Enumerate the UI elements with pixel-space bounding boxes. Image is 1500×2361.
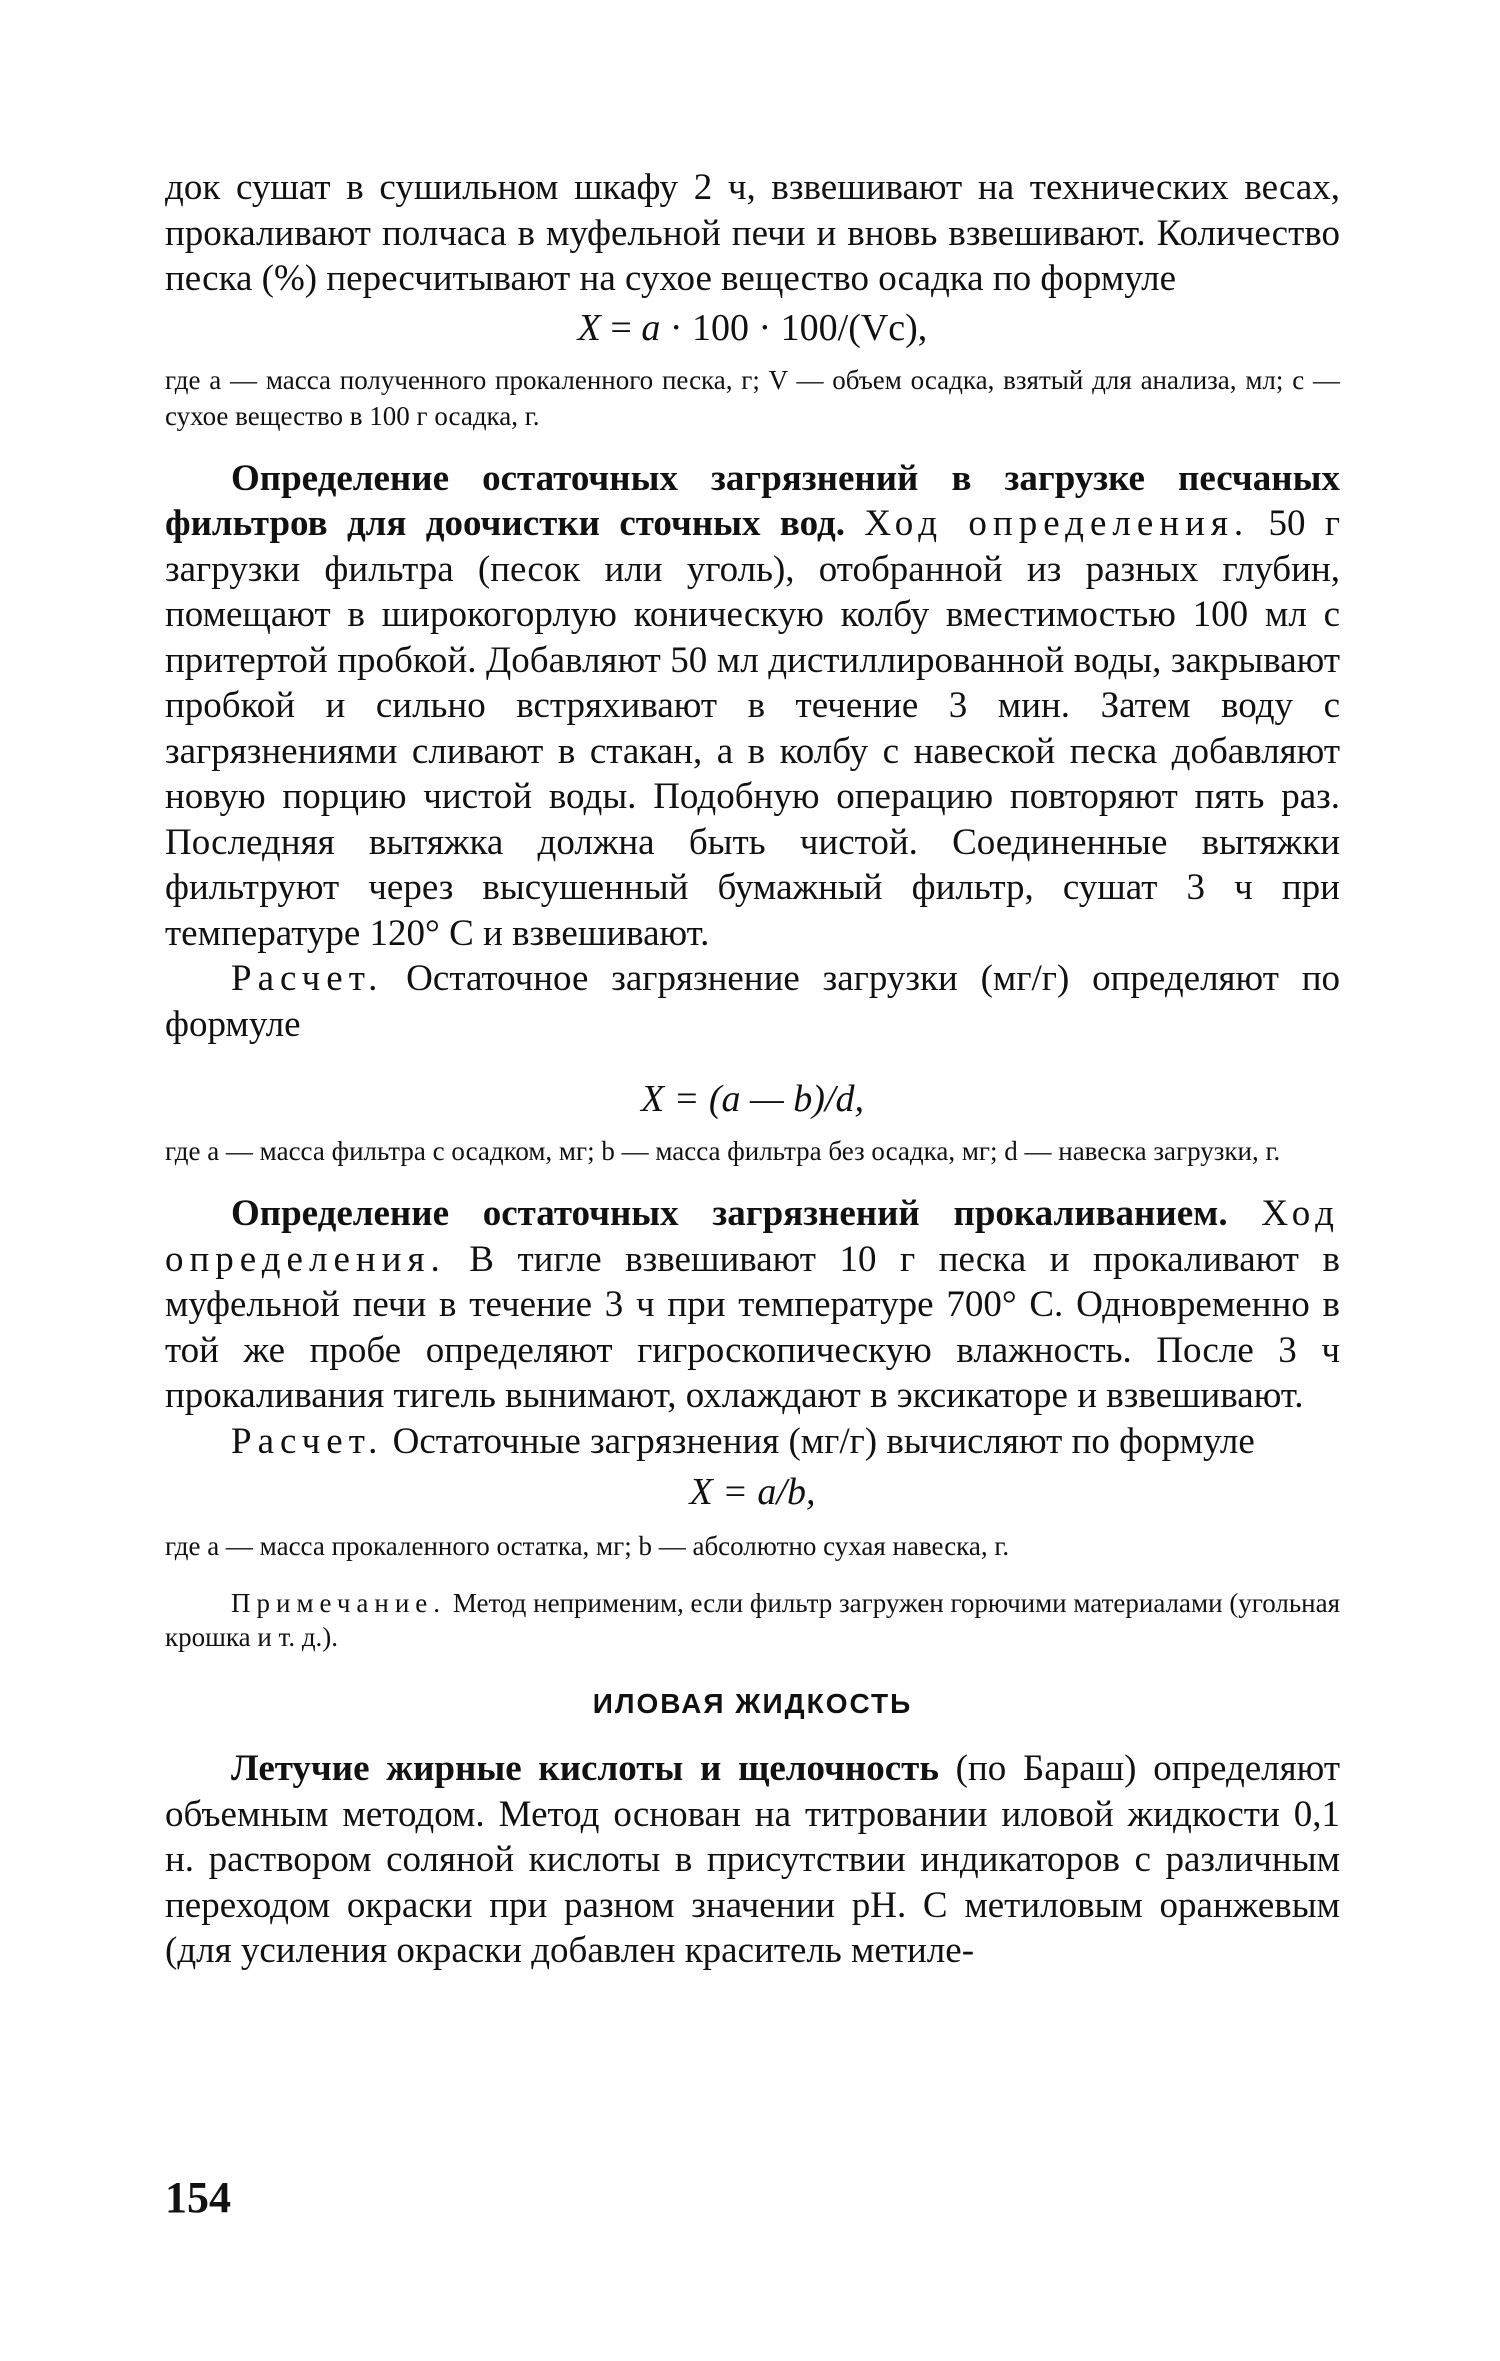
- page-body: [165, 165, 1340, 1974]
- note-text: Метод неприменим, если фильтр загружен горючими материалами (угольная крошка и т. д.).: [165, 1588, 1340, 1652]
- calculation-text: Остаточные загрязнения (мг/г) вычисляют по формуле: [383, 1420, 1255, 1462]
- formula-calcination: X = a/b,: [689, 1471, 816, 1513]
- formula-sand: [165, 306, 1340, 350]
- section-heading: ИЛОВАЯ ЖИДКОСТЬ: [592, 1688, 913, 1719]
- procedure-text: В тигле взвешивают 10 г песка и прокаливают в муфельной печи в течение 3 ч при температуре 700° С. Одновременно в той же пробе определяют гигроскопическую влажность. После 3 ч прокаливания тигель вынимают, охлаждают в эксикаторе и взвешивают.: [165, 1238, 1340, 1416]
- note-paragraph: [165, 1586, 1340, 1654]
- procedure-text: 50 г загрузки фильтра (песок или уголь), отобранной из разных глубин, помещают в широкогорлую коническую колбу вместимостью 100 мл с притертой пробкой. Добавляют 50 мл дистиллированной воды, закрывают пробкой и сильно встряхивают в течение 3 мин. Затем воду с загрязнениями сливают в стакан, а в колбу с навеской песка добавляют новую порцию чистой воды. Подобную операцию повторяют пять раз. Последняя вытяжка должна быть чистой. Соединенные вытяжки фильтруют через высушенный бумажный фильтр, сушат 3 ч при температуре 120° С и взвешивают.: [165, 503, 1341, 954]
- calculation-label: Расчет.: [231, 958, 384, 999]
- formula-filter: X = (a — b)/d,: [640, 1078, 864, 1120]
- calculation-paragraph: [165, 956, 1340, 1047]
- formula-equals: =: [600, 306, 642, 349]
- calculation-paragraph: [165, 1419, 1340, 1465]
- formula-legend-calcination: где a — масса прокаленного остатка, мг; b — абсолютно сухая навеска, г.: [165, 1531, 1010, 1561]
- paragraph-continued: док сушат в сушильном шкафу 2 ч, взвешивают на технических весах, прокаливают полчаса в муфельной печи и вновь взвешивают. Количество песка (%) пересчитывают на сухое вещество осадка по формуле: [165, 167, 1340, 299]
- procedure-label: Ход определения.: [165, 1193, 1341, 1280]
- page-number: 154: [165, 2173, 231, 2222]
- formula-rest: · 100 · 100/(Vc),: [660, 306, 928, 349]
- formula-var-a: a: [641, 306, 661, 349]
- section-fatty-acids: [165, 1746, 1340, 1974]
- section-title-fatty-acids: Летучие жирные кислоты и щелочность: [231, 1748, 939, 1789]
- section-title-filter: Определение остаточных загрязнений в загрузке песчаных фильтров для доочистки сточных вод.: [165, 457, 1340, 544]
- calculation-text: Остаточное загрязнение загрузки (мг/г) определяют по формуле: [165, 958, 1340, 1045]
- procedure-label: Ход определения.: [864, 503, 1250, 544]
- section-text: (по Бараш) определяют объемным методом. Метод основан на титровании иловой жидкости 0,1 н. раствором соляной кислоты в присутствии индикаторов с различным переходом окраски при разном значении pH. С метиловым оранжевым (для усиления окраски добавлен краситель метиле-: [165, 1748, 1340, 1971]
- note-label: Примечание.: [231, 1588, 447, 1618]
- formula-legend-filter: где a — масса фильтра с осадком, мг; b — масса фильтра без осадка, мг; d — навеска загрузки, г.: [165, 1136, 1281, 1166]
- section-calcination: [165, 1191, 1340, 1419]
- formula-legend-sand: где a — масса полученного прокаленного песка, г; V — объем осадка, взятый для анализа, мл; c — сухое вещество в 100 г осадка, г.: [165, 364, 1340, 431]
- formula-var-x: X: [577, 306, 601, 349]
- calculation-label: Расчет.: [231, 1420, 384, 1462]
- section-title-calcination: Определение остаточных загрязнений прокаливанием.: [231, 1193, 1228, 1234]
- section-filter-residual: [165, 456, 1340, 957]
